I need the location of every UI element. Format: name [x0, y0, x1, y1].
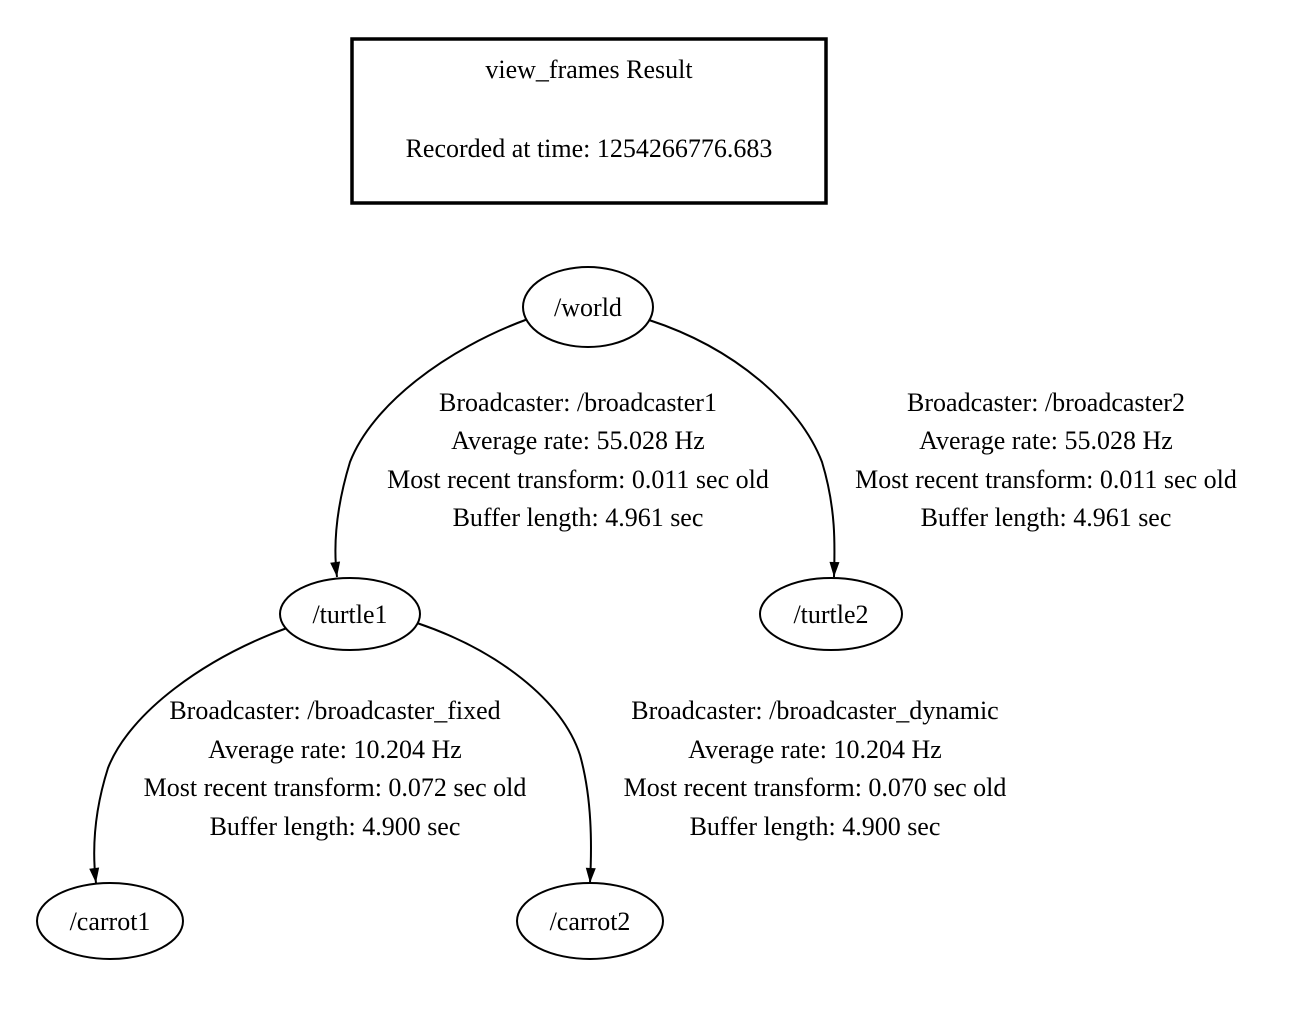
edge-rate-label: Average rate: 55.028 Hz: [451, 426, 705, 455]
edge-recent-transform-label: Most recent transform: 0.072 sec old: [143, 773, 527, 802]
edge-label-world-turtle1: [387, 388, 769, 532]
edge-buffer-label: Buffer length: 4.961 sec: [452, 503, 704, 532]
node-carrot1: [37, 883, 183, 959]
edge-buffer-label: Buffer length: 4.961 sec: [920, 503, 1172, 532]
edge-label-turtle1-carrot2: [624, 696, 1007, 841]
diagram-title: view_frames Result: [485, 55, 693, 84]
edge-recent-transform-label: Most recent transform: 0.011 sec old: [387, 465, 769, 494]
recorded-time: Recorded at time: 1254266776.683: [405, 134, 773, 163]
edge-broadcaster-label: Broadcaster: /broadcaster_dynamic: [631, 696, 999, 725]
edge-buffer-label: Buffer length: 4.900 sec: [209, 812, 461, 841]
node-turtle2-label: /turtle2: [793, 600, 869, 629]
edge-broadcaster-label: Broadcaster: /broadcaster1: [439, 388, 717, 417]
edge-broadcaster-label: Broadcaster: /broadcaster2: [907, 388, 1185, 417]
edge-rate-label: Average rate: 55.028 Hz: [919, 426, 1173, 455]
node-world: [523, 267, 653, 347]
edge-label-turtle1-carrot1: [144, 696, 527, 841]
node-carrot2-label: /carrot2: [549, 907, 631, 936]
node-carrot1-label: /carrot1: [69, 907, 151, 936]
edge-rate-label: Average rate: 10.204 Hz: [688, 735, 942, 764]
edge-rate-label: Average rate: 10.204 Hz: [208, 735, 462, 764]
title-box: [352, 39, 826, 203]
edge-buffer-label: Buffer length: 4.900 sec: [689, 812, 941, 841]
edge-recent-transform-label: Most recent transform: 0.070 sec old: [623, 773, 1007, 802]
edge-recent-transform-label: Most recent transform: 0.011 sec old: [855, 465, 1237, 494]
edge-label-world-turtle2: [855, 388, 1237, 532]
node-turtle1-label: /turtle1: [312, 600, 388, 629]
edge-broadcaster-label: Broadcaster: /broadcaster_fixed: [169, 696, 501, 725]
node-turtle2: [760, 578, 902, 650]
node-world-label: /world: [554, 293, 622, 322]
node-turtle1: [280, 578, 420, 650]
node-carrot2: [517, 883, 663, 959]
